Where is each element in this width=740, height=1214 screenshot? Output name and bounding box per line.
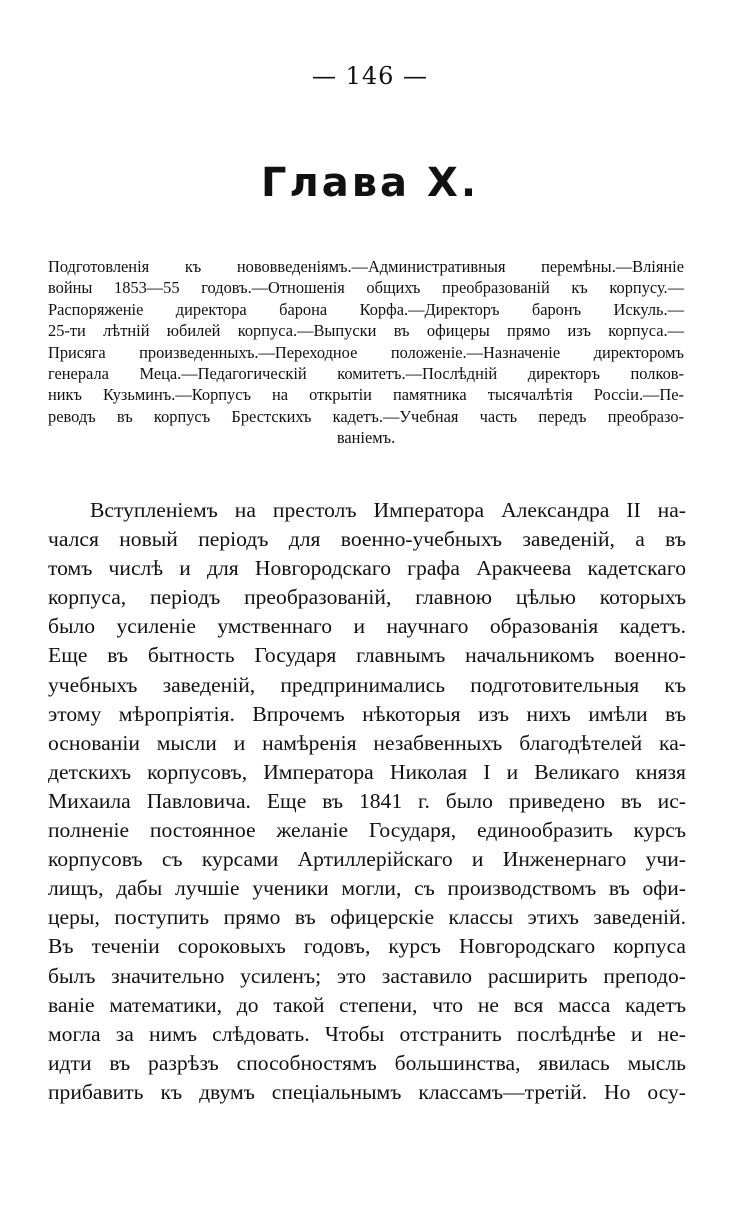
body-line: было усиленіе умственнаго и научнаго образованія кадетъ. (48, 614, 686, 639)
summary-line: Присяга произведенныхъ.—Переходное положеніе.—Назначеніе директоромъ (48, 342, 684, 362)
summary-line: Подготовленія къ нововведеніямъ.—Административныя перемѣны.—Вліяніе (48, 257, 684, 276)
body-line: могла за нимъ слѣдовать. Чтобы отстранить послѣднѣе и не- (48, 1021, 686, 1046)
body-line: церы, поступить прямо въ офицерскіе классы этихъ заведеній. (48, 905, 686, 930)
summary-line: генерала Меца.—Педагогическій комитетъ.—Послѣдній директоръ полков- (48, 363, 684, 383)
body-paragraph (48, 496, 686, 1107)
body-line: учебныхъ заведеній, предпринимались подготовительныя къ (48, 672, 686, 697)
body-line: детскихъ корпусовъ, Императора Николая I и Великаго князя (48, 759, 686, 784)
chapter-summary (48, 256, 684, 449)
page-number: — 146 — (311, 62, 429, 90)
summary-line: Распоряженіе директора барона Корфа.—Директоръ баронъ Искуль.— (48, 299, 684, 319)
body-line: Вступленіемъ на престолъ Императора Александра II на- (90, 498, 686, 522)
body-line: прибавить къ двумъ спеціальнымъ классамъ—третій. Но осу- (48, 1079, 686, 1104)
body-line: корпуса, періодъ преобразованій, главною цѣлью которыхъ (48, 585, 686, 610)
body-line: томъ числѣ и для Новгородскаго графа Аракчеева кадетскаго (48, 556, 686, 581)
body-line: былъ значительно усиленъ; это заставило расширить преподо- (48, 963, 686, 988)
body-line: Въ теченіи сороковыхъ годовъ, курсъ Новгородскаго корпуса (48, 934, 686, 959)
body-line: идти въ разрѣзъ способностямъ большинства, явилась мысль (48, 1050, 686, 1075)
body-line: ваніе математики, до такой степени, что не вся масса кадетъ (48, 992, 686, 1017)
body-line: корпусовъ съ курсами Артиллерійскаго и Инженернаго учи- (48, 847, 686, 872)
body-line: чался новый періодъ для военно-учебныхъ заведеній, а въ (48, 527, 686, 552)
body-line: Еще въ бытность Государя главнымъ начальникомъ военно- (48, 643, 686, 668)
body-line: этому мѣропріятія. Впрочемъ нѣкоторыя изъ нихъ имѣли въ (48, 701, 686, 726)
summary-line: реводъ въ корпусъ Брестскихъ кадетъ.—Учебная часть передъ преобразо- (48, 406, 684, 426)
body-line: Михаила Павловича. Еще въ 1841 г. было приведено въ ис- (48, 788, 686, 813)
summary-line: войны 1853—55 годовъ.—Отношенія общихъ преобразованій къ корпусу.— (48, 278, 684, 298)
summary-line: 25-ти лѣтній юбилей корпуса.—Выпуски въ офицеры прямо изъ корпуса.— (48, 321, 684, 341)
body-line: основаніи мысли и намѣренія незабвенныхъ благодѣтелей ка- (48, 730, 686, 755)
summary-line: ваніемъ. (336, 428, 396, 448)
chapter-title: Глава X. (260, 160, 480, 206)
body-line: лищъ, дабы лучшіе ученики могли, съ производствомъ въ офи- (48, 876, 686, 901)
summary-line: никъ Кузьминъ.—Корпусъ на открытіи памятника тысячалѣтія Россіи.—Пе- (48, 385, 684, 405)
body-line: полненіе постоянное желаніе Государя, единообразить курсъ (48, 818, 686, 843)
